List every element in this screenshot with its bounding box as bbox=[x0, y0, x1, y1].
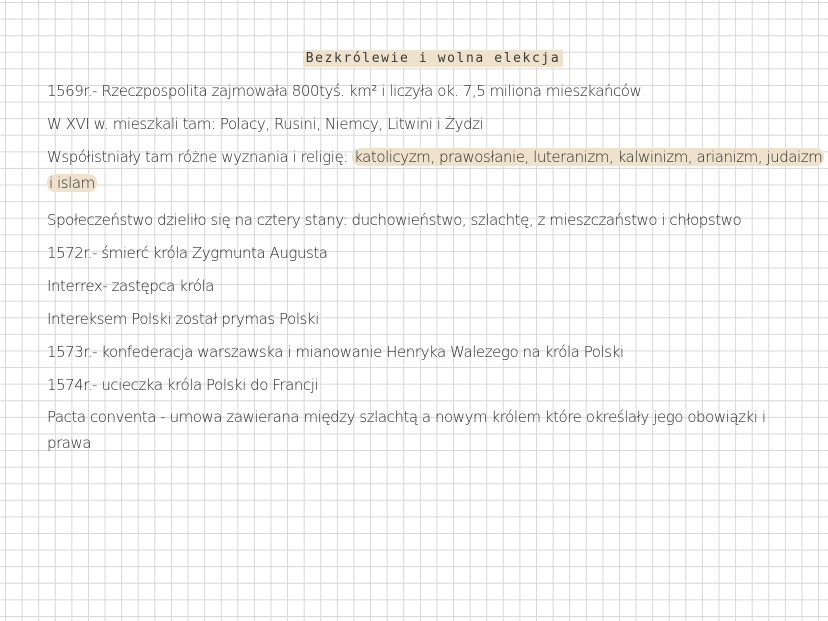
title-highlight: Bezkrólewie i wolna elekcja bbox=[303, 50, 564, 67]
note-line-interrex: Interrex- zastępca króla bbox=[47, 277, 215, 295]
religions-intro: Współistniały tam różne wyznania i religię: bbox=[47, 148, 353, 166]
note-line-1572: 1572r.- śmierć króla Zygmunta Augusta bbox=[47, 244, 328, 262]
note-line-1573: 1573r.- konfederacja warszawska i mianowanie Henryka Walezego na króla Polski bbox=[47, 343, 624, 361]
note-line-religions bbox=[47, 144, 823, 196]
note-line-1569: 1569r.- Rzeczpospolita zajmowała 800tyś. km² i liczyła ok. 7,5 miliona mieszkańców bbox=[47, 82, 642, 100]
page-title bbox=[0, 51, 828, 66]
note-line-nationalities: W XVI w. mieszkali tam: Polacy, Rusini, Niemcy, Litwini i Żydzi bbox=[47, 115, 484, 133]
religions-highlight: katolicyzm, prawosłanie, luteranizm, kalwinizm, arianizm, judaizm i islam bbox=[49, 148, 823, 192]
note-line-estates: Społeczeństwo dzieliło się na cztery stany: duchowieństwo, szlachtę, z mieszczaństwo i chłopstwo bbox=[47, 211, 742, 229]
note-line-primate: Intereksem Polski został prymas Polski bbox=[47, 310, 319, 328]
note-line-pacta-conventa: Pacta conventa - umowa zawierana między szlachtą a nowym królem które określały jego obowiązki i prawa bbox=[47, 408, 766, 452]
note-line-1574: 1574r.- ucieczka króla Polski do Francji bbox=[47, 376, 319, 394]
